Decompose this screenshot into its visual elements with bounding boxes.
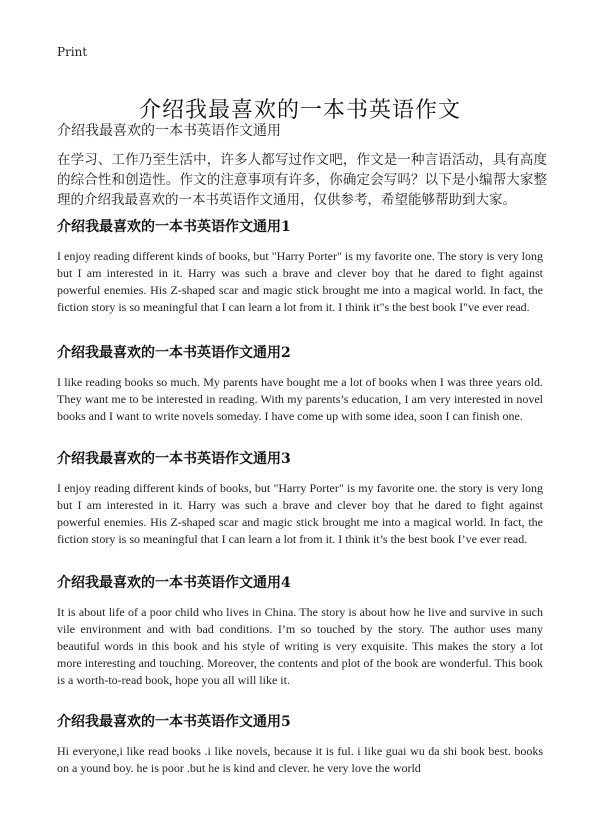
section-heading: 介绍我最喜欢的一本书英语作文通用5 [57, 714, 291, 730]
page-subtitle: 介绍我最喜欢的一本书英语作文通用 [57, 123, 281, 139]
section-heading: 介绍我最喜欢的一本书英语作文通用1 [57, 219, 291, 235]
print-link[interactable]: Print [57, 45, 88, 59]
section-body: I like reading books so much. My parents have bought me a lot of books when I was three years old. They want me to be interested in reading. With my parents’s education, I am very interested in novel books and I want to write novels someday. I have come up with some idea, soon I can finish one. [57, 375, 543, 423]
section-heading: 介绍我最喜欢的一本书英语作文通用3 [57, 451, 291, 467]
section-body: I enjoy reading different kinds of books, but "Harry Porter" is my favorite one. The story is very long but I am interested in it. Harry was such a brave and clever boy that he dared to fight against powerful enemies. His Z-shaped scar and magic stick brought me into a magical world. In fact, the fiction story is so meaningful that I can learn a lot from it. I think it"s the best book I"ve ever read. [57, 249, 543, 314]
essay-section-3 [57, 448, 543, 548]
section-heading: 介绍我最喜欢的一本书英语作文通用4 [57, 575, 291, 591]
section-heading: 介绍我最喜欢的一本书英语作文通用2 [57, 345, 291, 361]
section-body: Hi everyone,i like read books .i like novels, because it is ful. i like guai wu da shi book best. books on a yound boy. he is poor .but he is kind and clever. he very love the world [57, 744, 543, 775]
essay-section-5 [57, 711, 543, 777]
essay-section-1 [57, 216, 543, 316]
essay-section-4 [57, 572, 543, 689]
intro-paragraph: 在学习、工作乃至生活中，许多人都写过作文吧，作文是一种言语活动，具有高度的综合性和创造性。作文的注意事项有许多，你确定会写吗？以下是小编帮大家整理的介绍我最喜欢的一本书英语作文通用，仅供参考，希望能够帮助到大家。 [57, 152, 547, 208]
section-body: It is about life of a poor child who lives in China. The story is about how he live and survive in such vile environment and with bad conditions. I’m so touched by the story. The author uses many beautiful words in this book and his style of writing is very exquisite. This makes the story a lot more interesting and touching. Moreover, the contents and plot of the book are wonderful. This book is a worth-to-read book, hope you all will like it. [57, 605, 543, 687]
essay-section-2 [57, 342, 543, 425]
section-body: I enjoy reading different kinds of books, but "Harry Porter" is my favorite one. the story is very long but I am interested in it. Harry was such a brave and clever boy that he dared to fight against powerful enemies. His Z-shaped scar and magic stick brought me into a magical world. In fact, the fiction story is so meaningful that I can learn a lot from it. I think it’s the best book I’ve ever read. [57, 481, 543, 546]
page-title: 介绍我最喜欢的一本书英语作文 [138, 97, 461, 123]
